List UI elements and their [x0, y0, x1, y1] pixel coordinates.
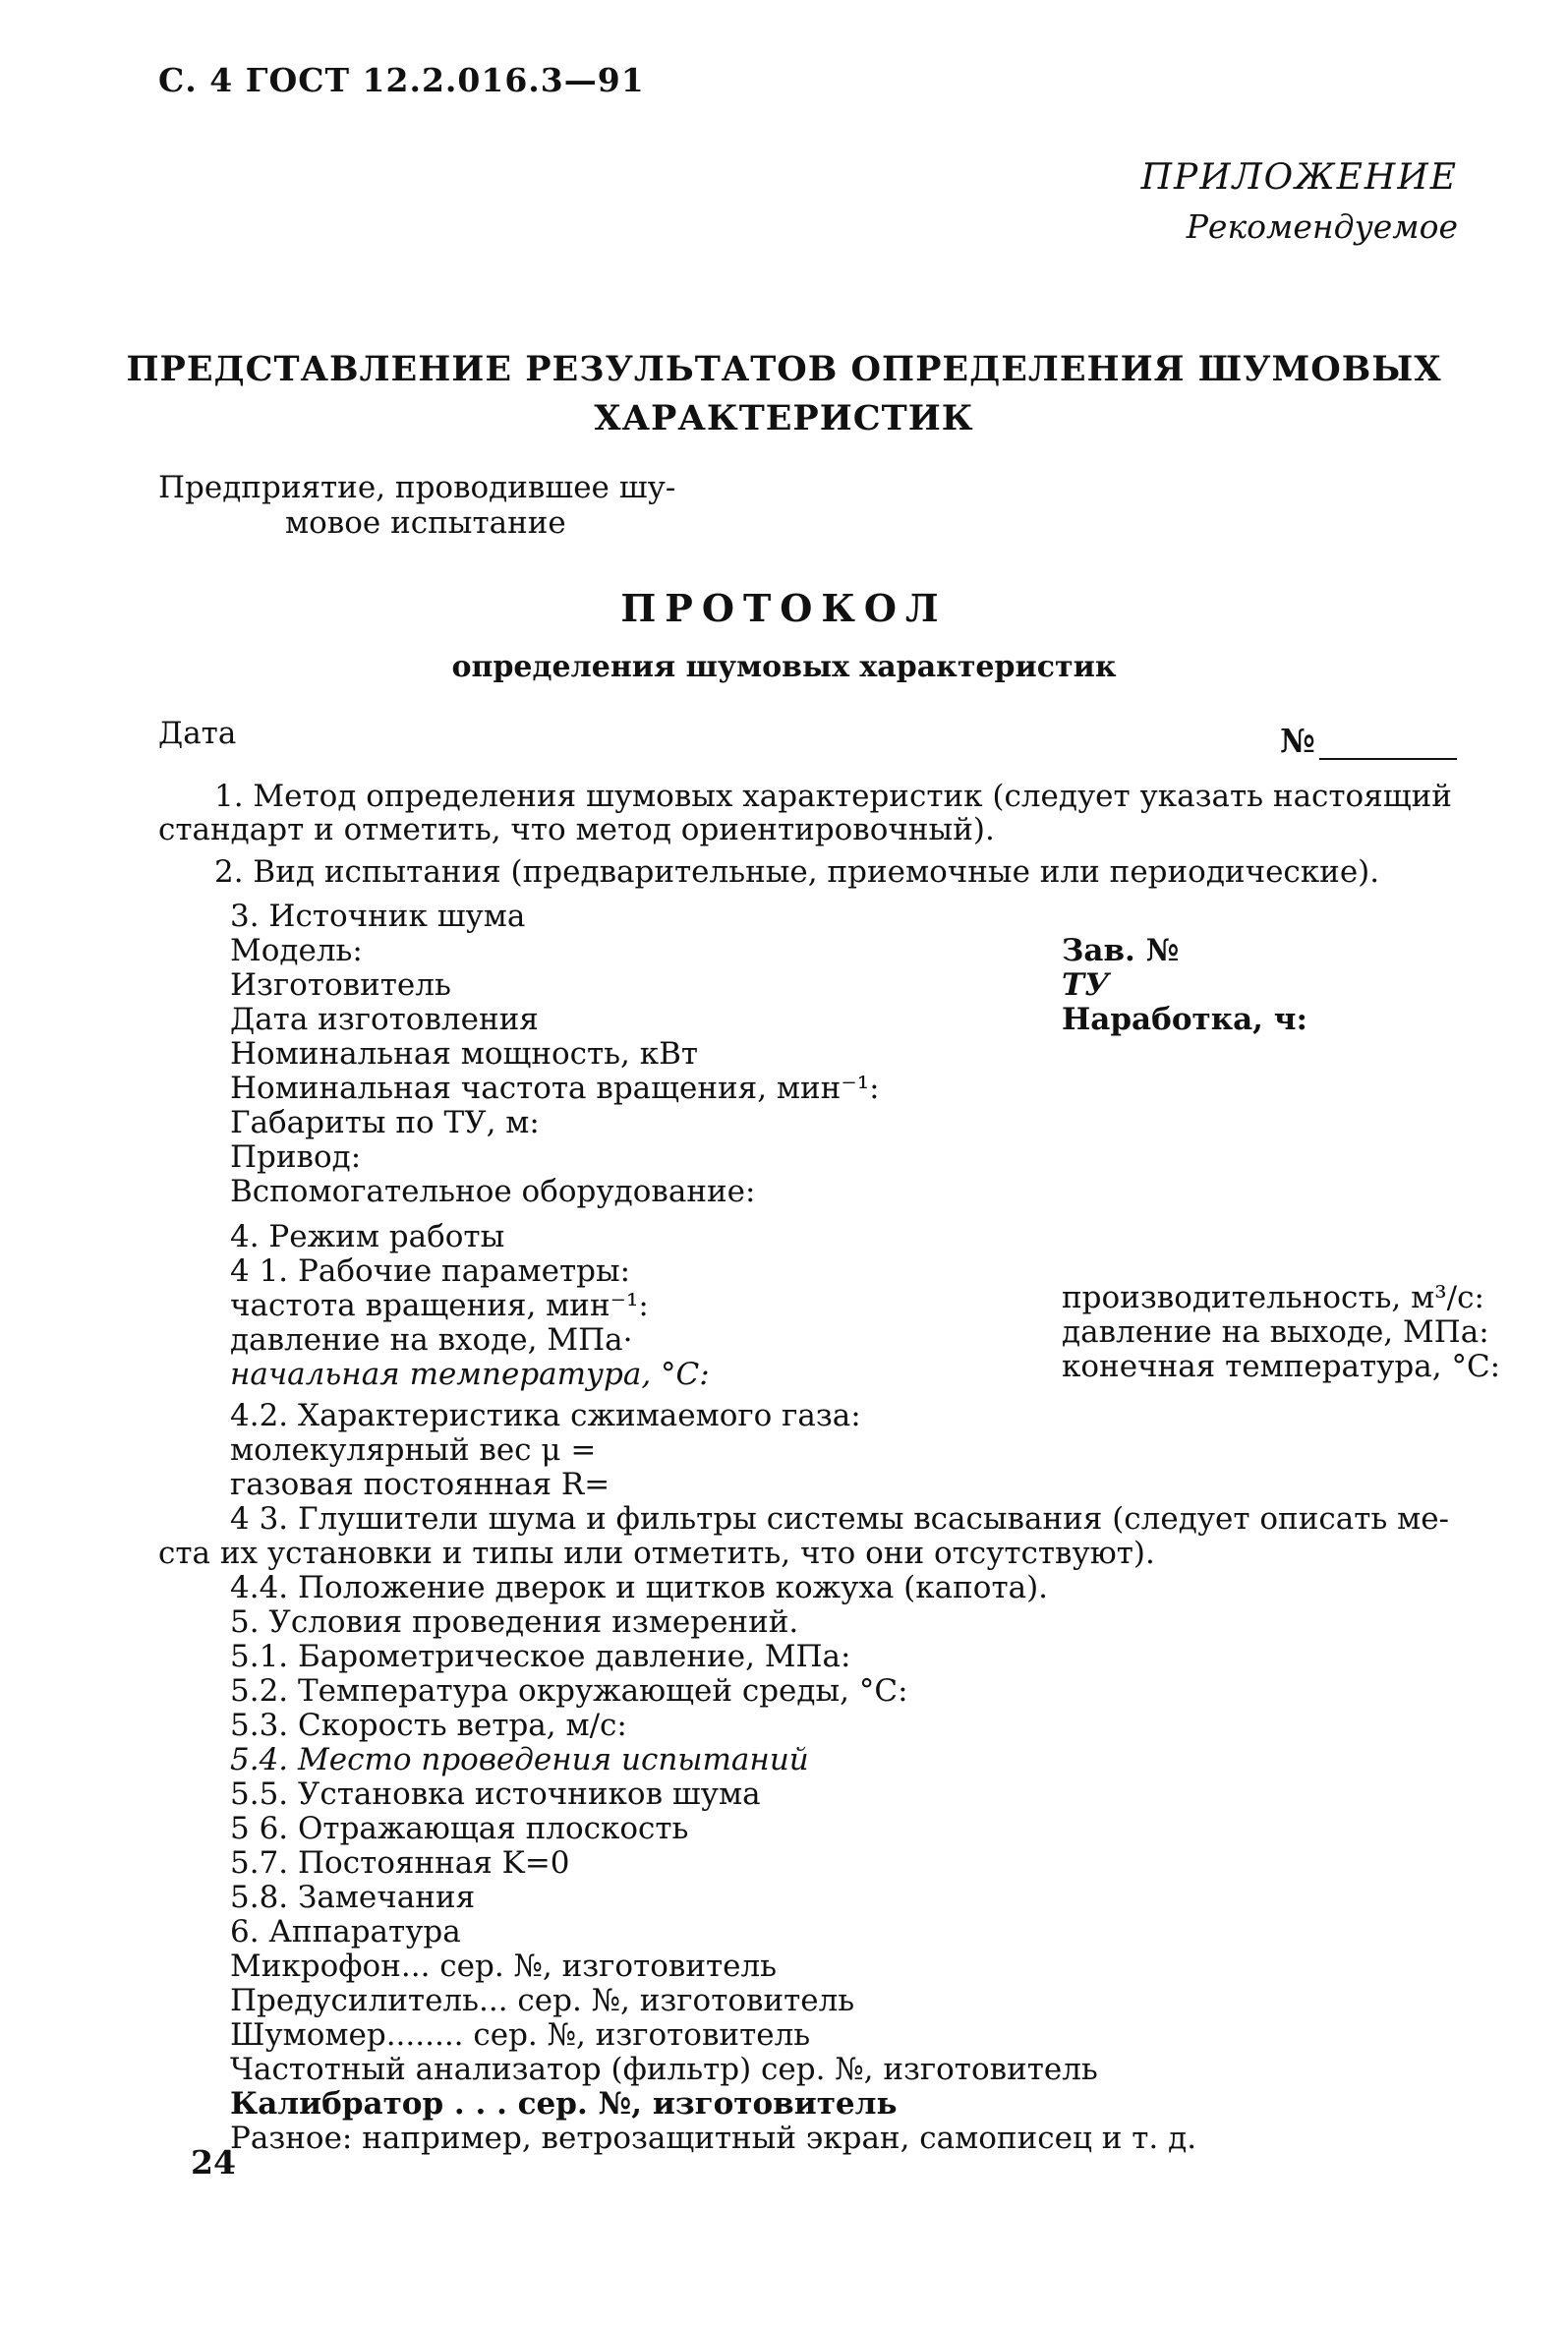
item-5-title: 5. Условия проведения измерений. [230, 1604, 799, 1640]
item-6-misc: Разное: например, ветрозащитный экран, самописец и т. д. [230, 2121, 1197, 2156]
item-4-3-line1: 4 3. Глушители шума и фильтры системы всасывания (следует описать ме- [230, 1501, 1450, 1537]
item-5-4: 5.4. Место проведения испытаний [230, 1742, 809, 1777]
item-6-preamp: Предусилитель... сер. №, изготовитель [230, 1983, 855, 2018]
item-5-2: 5.2. Температура окружающей среды, °С: [230, 1673, 908, 1709]
item-4-2-mol-weight: молекулярный вес μ = [230, 1432, 597, 1468]
item-4-1-end-temp: конечная температура, °С: [1062, 1349, 1501, 1384]
protocol-subtitle: определения шумовых характеристик [451, 650, 1117, 684]
item-4-1-outlet-pressure: давление на выходе, МПа: [1062, 1314, 1489, 1350]
item-3-runtime: Наработка, ч: [1062, 1002, 1307, 1037]
item-3-dimensions: Габариты по ТУ, м: [230, 1105, 540, 1140]
date-label: Дата [158, 716, 237, 751]
item-4-4: 4.4. Положение дверок и щитков кожуха (капота). [230, 1570, 1049, 1605]
item-4-1-start-temp: начальная температура, °С: [230, 1357, 710, 1392]
enterprise-label-line2: мовое испытание [285, 505, 566, 541]
item-2: 2. Вид испытания (предварительные, приемочные или периодические). [214, 854, 1380, 890]
item-5-6: 5 6. Отражающая плоскость [230, 1811, 689, 1846]
item-3-manufacturer: Изготовитель [230, 967, 451, 1003]
item-3-drive: Привод: [230, 1139, 362, 1175]
item-1-line1: 1. Метод определения шумовых характеристик (следует указать настоящий [214, 779, 1452, 814]
item-6-title: 6. Аппаратура [230, 1914, 461, 1950]
number-blank-line [1319, 730, 1457, 760]
page-number: 24 [191, 2143, 236, 2182]
main-title-line1: ПРЕДСТАВЛЕНИЕ РЕЗУЛЬТАТОВ ОПРЕДЕЛЕНИЯ ШУМОВЫХ [126, 349, 1442, 389]
appendix-title: ПРИЛОЖЕНИЕ [1140, 157, 1458, 198]
item-4-2-gas-constant: газовая постоянная R= [230, 1467, 610, 1502]
item-3-title: 3. Источник шума [230, 899, 526, 934]
number-label: № [1280, 722, 1315, 760]
item-6-microphone: Микрофон... сер. №, изготовитель [230, 1949, 778, 1984]
item-4-1-title: 4 1. Рабочие параметры: [230, 1253, 631, 1289]
main-title-line2: ХАРАКТЕРИСТИК [594, 398, 974, 438]
item-5-5: 5.5. Установка источников шума [230, 1776, 761, 1812]
item-6-sound-meter: Шумомер........ сер. №, изготовитель [230, 2017, 811, 2053]
item-4-2-title: 4.2. Характеристика сжимаемого газа: [230, 1398, 861, 1433]
item-4-title: 4. Режим работы [230, 1219, 505, 1254]
item-3-speed: Номинальная частота вращения, мин⁻¹: [230, 1071, 880, 1106]
item-3-aux: Вспомогательное оборудование: [230, 1174, 756, 1209]
item-5-7: 5.7. Постоянная K=0 [230, 1845, 570, 1881]
item-1-line2: стандарт и отметить, что метод ориентировочный). [158, 812, 995, 847]
item-3-serial: Зав. № [1062, 933, 1180, 968]
item-3-power: Номинальная мощность, кВт [230, 1036, 699, 1072]
item-3-model: Модель: [230, 933, 363, 968]
item-4-3-line2: ста их установки и типы или отметить, что они отсутствуют). [158, 1536, 1155, 1571]
item-5-1: 5.1. Барометрическое давление, МПа: [230, 1639, 851, 1674]
item-6-analyzer: Частотный анализатор (фильтр) сер. №, изготовитель [230, 2052, 1098, 2087]
item-3-mfg-date: Дата изготовления [230, 1002, 539, 1037]
protocol-title: ПРОТОКОЛ [620, 586, 948, 630]
protocol-number-field [1280, 722, 1457, 760]
enterprise-label-line1: Предприятие, проводившее шу- [158, 470, 676, 505]
page-header: С. 4 ГОСТ 12.2.016.3—91 [158, 61, 645, 99]
item-4-1-inlet-pressure: давление на входе, МПа· [230, 1322, 633, 1358]
item-3-tu: ТУ [1062, 967, 1110, 1003]
item-4-1-capacity: производительность, м³/с: [1062, 1280, 1484, 1315]
item-5-3: 5.3. Скорость ветра, м/с: [230, 1708, 627, 1743]
item-5-8: 5.8. Замечания [230, 1880, 476, 1915]
item-4-1-rot-speed: частота вращения, мин⁻¹: [230, 1288, 649, 1323]
appendix-subtitle: Рекомендуемое [1186, 207, 1458, 246]
item-6-calibrator: Калибратор . . . сер. №, изготовитель [230, 2086, 898, 2122]
